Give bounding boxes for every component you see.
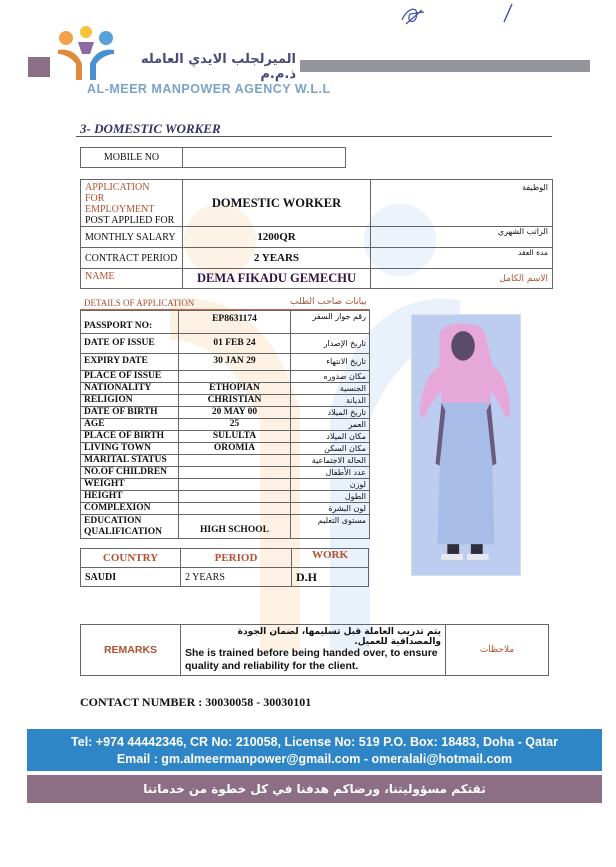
section-title: 3- DOMESTIC WORKER [80, 121, 221, 136]
detail-arabic: الطول [291, 491, 370, 503]
detail-label: DATE OF BIRTH [81, 407, 179, 419]
remarks-arabic-label: ملاحظات [446, 625, 549, 676]
mobile-value [183, 148, 346, 168]
detail-value: CHRISTIAN [179, 395, 291, 407]
detail-label: PASSPORT NO: [81, 311, 179, 334]
salary-label: MONTHLY SALARY [81, 227, 183, 248]
detail-value [179, 371, 291, 383]
detail-arabic: العمر [291, 419, 370, 431]
detail-label: MARITAL STATUS [81, 455, 179, 467]
detail-row [81, 515, 370, 539]
footer-slogan: ثقتكم مسؤوليتنا، ورضاكم هدفنا في كل خطوة من خدماتنا [27, 775, 602, 803]
application-label-line-3: EMPLOYMENT [85, 204, 155, 215]
footer-contact-bar [27, 729, 602, 771]
name-label: NAME [81, 269, 183, 289]
detail-row [81, 407, 370, 419]
name-arabic: الاسم الكامل [371, 269, 553, 289]
detail-arabic: مكان السكن [291, 443, 370, 455]
post-applied-label: POST APPLIED FOR [85, 215, 175, 226]
experience-header-work: WORK [292, 549, 369, 568]
mobile-table [80, 147, 346, 168]
detail-value [179, 479, 291, 491]
detail-value [179, 491, 291, 503]
experience-work: D.H [292, 568, 369, 587]
logo-square [28, 57, 50, 77]
detail-row [81, 371, 370, 383]
detail-label: WEIGHT [81, 479, 179, 491]
detail-label: LIVING TOWN [81, 443, 179, 455]
mobile-label: MOBILE NO [81, 148, 183, 168]
detail-label: RELIGION [81, 395, 179, 407]
detail-label: NATIONALITY [81, 383, 179, 395]
experience-table [80, 548, 369, 587]
detail-label: EXPIRY DATE [81, 354, 179, 371]
contact-number: CONTACT NUMBER : 30030058 - 30030101 [80, 695, 312, 709]
detail-value: EP8631174 [179, 311, 291, 334]
detail-row [81, 491, 370, 503]
detail-arabic: لوزن [291, 479, 370, 491]
application-label-cell [81, 180, 183, 227]
company-logo-icon [52, 24, 120, 82]
detail-row [81, 503, 370, 515]
details-table [80, 310, 370, 539]
detail-arabic: عدد الأطفال [291, 467, 370, 479]
section-divider [76, 136, 552, 137]
details-header-label: DETAILS OF APPLICATION [84, 298, 195, 308]
contract-value: 2 YEARS [183, 248, 371, 269]
footer-email-line: Email : gm.almeermanpower@gmail.com - omeralali@hotmail.com [116, 752, 513, 766]
contract-arabic: مدة العقد [371, 248, 553, 269]
remarks-english-text: She is trained before being handed over, to ensure quality and reliability for the client. [185, 647, 438, 672]
detail-value: HIGH SCHOOL [179, 515, 291, 539]
detail-arabic: مكان الميلاد [291, 431, 370, 443]
remarks-label: REMARKS [81, 625, 181, 676]
detail-value: SULULTA [179, 431, 291, 443]
detail-row [81, 395, 370, 407]
detail-row [81, 467, 370, 479]
detail-label: HEIGHT [81, 491, 179, 503]
detail-value: OROMIA [179, 443, 291, 455]
detail-arabic: الحالة الاجتماعية [291, 455, 370, 467]
detail-label: COMPLEXION [81, 503, 179, 515]
detail-arabic: مكان صدوره [291, 371, 370, 383]
detail-row [81, 431, 370, 443]
application-label-line-2: FOR [85, 193, 105, 204]
detail-value: 25 [179, 419, 291, 431]
company-arabic-name: الميرلجلب الايدي العامله ذ.م.م [140, 52, 296, 82]
salary-arabic: الراتب الشهري [371, 227, 553, 248]
contract-label: CONTRACT PERIOD [81, 248, 183, 269]
detail-row [81, 443, 370, 455]
detail-row [81, 354, 370, 371]
detail-arabic: الديانة [291, 395, 370, 407]
detail-value: 30 JAN 29 [179, 354, 291, 371]
remarks-arabic-text: يتم تدريب العاملة قبل تسليمها، لضمان الجودة والمصداقية للعميل. [237, 627, 441, 647]
detail-row [81, 334, 370, 354]
experience-header-country: COUNTRY [81, 549, 181, 568]
details-header-arabic: بيانات صاحب الطلب [290, 297, 367, 307]
detail-value [179, 467, 291, 479]
detail-arabic: تاريخ الانتهاء [291, 354, 370, 371]
detail-arabic: تاريخ الإصدار [291, 334, 370, 354]
signature-scribble [394, 2, 524, 30]
detail-label: AGE [81, 419, 179, 431]
detail-value: 01 FEB 24 [179, 334, 291, 354]
detail-arabic: مستوى التعليم [291, 515, 370, 539]
detail-row [81, 479, 370, 491]
applicant-photo [411, 314, 521, 576]
footer-tel-line: Tel: +974 44442346, CR No: 210058, License No: 519 P.O. Box: 18483, Doha - Qatar [71, 735, 558, 749]
application-table [80, 179, 553, 289]
detail-row [81, 419, 370, 431]
header-bar [300, 60, 590, 72]
remarks-text-cell [181, 625, 446, 676]
detail-label: NO.OF CHILDREN [81, 467, 179, 479]
detail-arabic: لون البشرة [291, 503, 370, 515]
detail-value [179, 503, 291, 515]
name-value: DEMA FIKADU GEMECHU [183, 269, 371, 289]
application-label-line-1: APPLICATION [85, 182, 150, 193]
detail-row [81, 383, 370, 395]
company-english-name: AL-MEER MANPOWER AGENCY W.L.L [87, 82, 331, 96]
detail-arabic: رقم جواز السفر [291, 311, 370, 334]
salary-value: 1200QR [183, 227, 371, 248]
detail-row [81, 311, 370, 334]
post-applied-value: DOMESTIC WORKER [183, 180, 371, 227]
detail-label: DATE OF ISSUE [81, 334, 179, 354]
detail-label: EDUCATION QUALIFICATION [81, 515, 179, 539]
detail-label: PLACE OF BIRTH [81, 431, 179, 443]
detail-arabic: الجنسية [291, 383, 370, 395]
detail-value: ETHOPIAN [179, 383, 291, 395]
experience-period: 2 YEARS [181, 568, 292, 587]
experience-header-period: PERIOD [181, 549, 292, 568]
detail-label: PLACE OF ISSUE [81, 371, 179, 383]
detail-value [179, 455, 291, 467]
experience-country: SAUDI [81, 568, 181, 587]
detail-arabic: تاريخ الميلاد [291, 407, 370, 419]
remarks-table [80, 624, 549, 676]
detail-value: 20 MAY 00 [179, 407, 291, 419]
post-applied-arabic: الوظيفة [371, 180, 553, 227]
detail-row [81, 455, 370, 467]
